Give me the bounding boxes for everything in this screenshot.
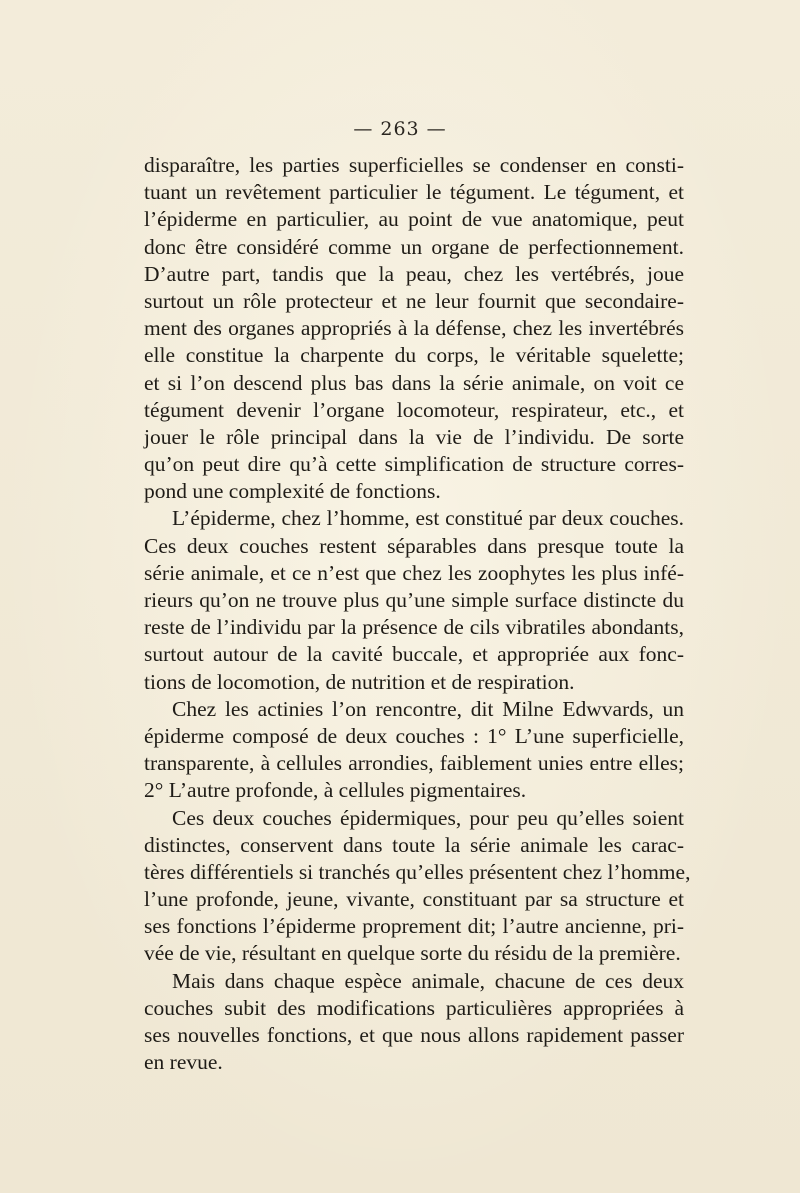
text-line: l’épiderme en particulier, au point de vue anatomique, peut — [144, 207, 684, 232]
text-line: tuant un revêtement particulier le tégument. Le tégument, et — [144, 180, 684, 205]
page-number: — 263 — — [353, 118, 447, 140]
text-line: série animale, et ce n’est que chez les zoophytes les plus infé- — [144, 560, 684, 585]
text-line: ment des organes appropriés à la défense, chez les invertébrés — [144, 316, 684, 341]
text-line: surtout autour de la cavité buccale, et appropriée aux fonc- — [144, 642, 684, 667]
text-line: rieurs qu’on ne trouve plus qu’une simple surface distincte du — [144, 588, 684, 612]
text-line: Chez les actinies l’on rencontre, dit Milne Edwvards, un — [172, 696, 684, 721]
body-text — [144, 152, 691, 1076]
text-line: vée de vie, résultant en quelque sorte du résidu de la première. — [144, 941, 681, 966]
text-line: épiderme composé de deux couches : 1° L’une superficielle, — [144, 723, 684, 748]
text-line: distinctes, conservent dans toute la série animale les carac- — [144, 832, 684, 857]
text-line: D’autre part, tandis que la peau, chez les vertébrés, joue — [144, 261, 684, 286]
text-line: pond une complexité de fonctions. — [144, 479, 441, 504]
text-line: ses nouvelles fonctions, et que nous allons rapidement passer — [144, 1023, 684, 1047]
text-line: tions de locomotion, de nutrition et de respiration. — [144, 669, 575, 694]
text-line: couches subit des modifications particulières appropriées à — [144, 995, 684, 1020]
text-line: Ces deux couches restent séparables dans presque toute la — [144, 533, 684, 558]
text-line: reste de l’individu par la présence de cils vibratiles abondants, — [144, 615, 684, 640]
text-line: disparaître, les parties superficielles se condenser en consti- — [144, 153, 684, 177]
text-line: l’une profonde, jeune, vivante, constituant par sa structure et — [144, 887, 684, 912]
text-line: Ces deux couches épidermiques, pour peu qu’elles soient — [172, 805, 684, 830]
text-line: L’épiderme, chez l’homme, est constitué par deux couches. — [172, 506, 684, 531]
text-line: qu’on peut dire qu’à cette simplification de structure corres- — [144, 452, 684, 477]
text-line: surtout un rôle protecteur et ne leur fournit que secondaire- — [144, 288, 684, 313]
text-line: transparente, à cellules arrondies, faiblement unies entre elles; — [144, 751, 684, 776]
text-line: Mais dans chaque espèce animale, chacune de ces deux — [172, 968, 684, 993]
text-line: 2° L’autre profonde, à cellules pigmentaires. — [144, 778, 527, 803]
text-line: tères différentiels si tranchés qu’elles présentent chez l’homme, — [144, 859, 691, 884]
text-line: jouer le rôle principal dans la vie de l’individu. De sorte — [144, 424, 684, 449]
text-line: en revue. — [144, 1050, 223, 1075]
text-line: elle constitue la charpente du corps, le véritable squelette; — [144, 343, 684, 368]
text-line: donc être considéré comme un organe de perfectionnement. — [144, 234, 684, 259]
text-line: et si l’on descend plus bas dans la série animale, on voit ce — [144, 370, 684, 395]
text-line: tégument devenir l’organe locomoteur, respirateur, etc., et — [144, 397, 684, 422]
text-line: ses fonctions l’épiderme proprement dit; l’autre ancienne, pri- — [144, 914, 684, 939]
